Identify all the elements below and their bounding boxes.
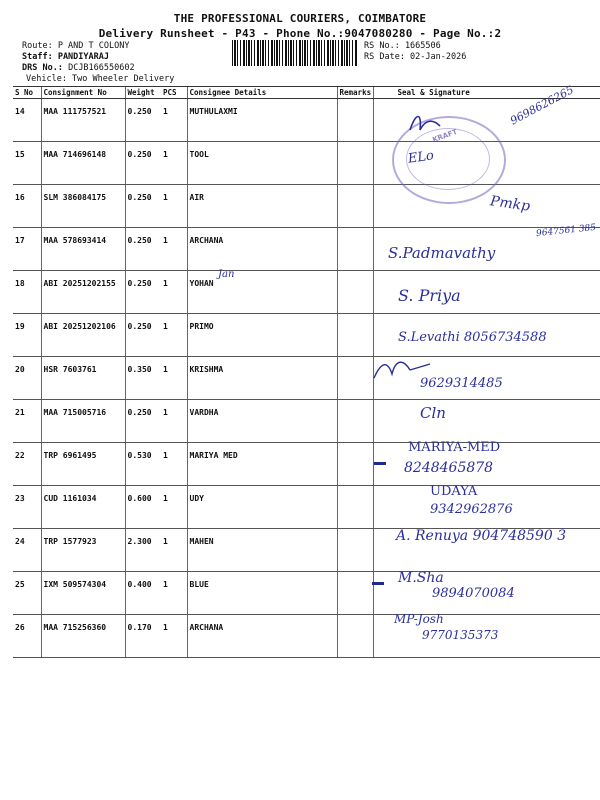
row-consignment: MAA 578693414 (41, 228, 125, 271)
row-weight: 0.250 (125, 142, 161, 185)
signature-24: A. Renuya 904748590 3 (396, 528, 567, 544)
row-sno: 15 (13, 142, 41, 185)
row-remarks (337, 572, 373, 615)
row-consignee: ARCHANA (187, 615, 337, 658)
table-row (13, 271, 600, 314)
row-remarks (337, 529, 373, 572)
row-consignee: TOOL (187, 142, 337, 185)
col-consignee: Consignee Details (187, 87, 337, 99)
row-consignment: MAA 714696148 (41, 142, 125, 185)
row-sno: 20 (13, 357, 41, 400)
row-pcs: 1 (161, 314, 187, 357)
row-sno: 26 (13, 615, 41, 658)
row-pcs: 1 (161, 443, 187, 486)
row-weight: 0.250 (125, 400, 161, 443)
row-consignment: MAA 715256360 (41, 615, 125, 658)
row-consignment: ABI 20251202155 (41, 271, 125, 314)
row-pcs: 1 (161, 486, 187, 529)
row-weight: 0.600 (125, 486, 161, 529)
stamp-word: KRAFT (431, 127, 459, 145)
signature-19: S.Levathi 8056734588 (398, 330, 547, 345)
company-title: THE PROFESSIONAL COURIERS, COIMBATORE (173, 12, 427, 25)
signature-15: ELo (407, 148, 435, 167)
row-consignment: IXM 509574304 (41, 572, 125, 615)
dash-mark-25 (372, 582, 384, 585)
row-weight: 0.400 (125, 572, 161, 615)
phone-17: 9647561 385 (535, 222, 597, 240)
row-pcs: 1 (161, 99, 187, 142)
row-sno: 17 (13, 228, 41, 271)
drs-label: DRS No.: (22, 63, 63, 73)
table-row (13, 228, 600, 271)
signature-16: Pmkp (489, 193, 532, 215)
row-weight: 0.350 (125, 357, 161, 400)
row-pcs: 1 (161, 142, 187, 185)
table-row (13, 400, 600, 443)
row-sno: 14 (13, 99, 41, 142)
signature-scribble-14 (406, 108, 446, 138)
drs-value: DCJB166550602 (68, 63, 135, 73)
col-seal-signature: Seal & Signature (373, 87, 600, 99)
row-pcs: 1 (161, 400, 187, 443)
row-weight: 0.530 (125, 443, 161, 486)
row-consignment: MAA 715005716 (41, 400, 125, 443)
row-pcs: 1 (161, 185, 187, 228)
phone-26: 9770135373 (422, 628, 499, 642)
row-weight: 0.250 (125, 228, 161, 271)
row-remarks (337, 615, 373, 658)
phone-20: 9629314485 (420, 376, 503, 391)
row-sno: 25 (13, 572, 41, 615)
row-remarks (337, 99, 373, 142)
signature-17: S.Padmavathy (388, 244, 496, 262)
row-signature (373, 400, 600, 443)
row-consignee: VARDHA (187, 400, 337, 443)
row-consignment: CUD 1161034 (41, 486, 125, 529)
row-weight: 0.250 (125, 271, 161, 314)
row-remarks (337, 486, 373, 529)
row-weight: 2.300 (125, 529, 161, 572)
phone-top: 9698626265 (508, 83, 576, 128)
phone-25: 9894070084 (432, 586, 515, 601)
table-row (13, 142, 600, 185)
row-consignment: MAA 111757521 (41, 99, 125, 142)
staff-label: Staff: PANDIYARAJ (22, 52, 109, 62)
row-consignee: YOHAN (187, 271, 337, 314)
signature-22: MARIYA-MED (408, 440, 501, 455)
phone-22: 8248465878 (404, 460, 494, 476)
row-pcs: 1 (161, 228, 187, 271)
row-pcs: 1 (161, 529, 187, 572)
yohan-note: Jan (218, 269, 235, 280)
row-remarks (337, 314, 373, 357)
rs-date: RS Date: 02-Jan-2026 (364, 52, 467, 62)
row-pcs: 1 (161, 271, 187, 314)
row-remarks (337, 185, 373, 228)
signature-26: MP-Josh (394, 612, 444, 626)
col-sno: S No (13, 87, 41, 99)
row-weight: 0.250 (125, 185, 161, 228)
signature-21: Cln (420, 404, 446, 422)
row-consignee: ARCHANA (187, 228, 337, 271)
signature-23: UDAYA (430, 484, 478, 499)
row-sno: 16 (13, 185, 41, 228)
row-consignee: AIR (187, 185, 337, 228)
table-header-row (13, 87, 600, 99)
row-sno: 18 (13, 271, 41, 314)
row-remarks (337, 357, 373, 400)
row-consignee: PRIMO (187, 314, 337, 357)
barcode (232, 40, 358, 66)
row-consignee: MARIYA MED (187, 443, 337, 486)
row-remarks (337, 271, 373, 314)
col-consignment: Consignment No (41, 87, 125, 99)
row-weight: 0.170 (125, 615, 161, 658)
row-remarks (337, 228, 373, 271)
row-consignee: MUTHULAXMI (187, 99, 337, 142)
row-consignee: BLUE (187, 572, 337, 615)
row-consignment: ABI 20251202106 (41, 314, 125, 357)
col-pcs: PCS (161, 87, 187, 99)
row-pcs: 1 (161, 357, 187, 400)
table-row (13, 357, 600, 400)
route-label: Route: P AND T COLONY (22, 41, 130, 51)
col-weight: Weight (125, 87, 161, 99)
row-consignment: TRP 6961495 (41, 443, 125, 486)
drs-number (22, 63, 135, 74)
table-row (13, 443, 600, 486)
row-remarks (337, 400, 373, 443)
rs-number: RS No.: 1665506 (364, 41, 441, 51)
runsheet-table (13, 86, 600, 658)
row-consignee: MAHEN (187, 529, 337, 572)
row-sno: 23 (13, 486, 41, 529)
signature-18: S. Priya (398, 286, 461, 305)
phone-23: 9342962876 (430, 502, 513, 517)
row-pcs: 1 (161, 615, 187, 658)
row-sno: 22 (13, 443, 41, 486)
vehicle-label: Vehicle: Two Wheeler Delivery (26, 74, 175, 84)
row-pcs: 1 (161, 572, 187, 615)
row-sno: 21 (13, 400, 41, 443)
row-consignment: HSR 7603761 (41, 357, 125, 400)
row-consignment: SLM 386084175 (41, 185, 125, 228)
row-weight: 0.250 (125, 314, 161, 357)
dash-mark-22 (374, 462, 386, 465)
row-sno: 24 (13, 529, 41, 572)
row-sno: 19 (13, 314, 41, 357)
row-consignment: TRP 1577923 (41, 529, 125, 572)
runsheet-subtitle: Delivery Runsheet - P43 - Phone No.:9047080280 - Page No.:2 (98, 27, 502, 40)
row-remarks (337, 443, 373, 486)
row-consignee: KRISHMA (187, 357, 337, 400)
row-weight: 0.250 (125, 99, 161, 142)
row-consignee: UDY (187, 486, 337, 529)
col-remarks: Remarks (337, 87, 373, 99)
signature-25: M.Sha (398, 570, 444, 586)
row-remarks (337, 142, 373, 185)
table-row (13, 615, 600, 658)
